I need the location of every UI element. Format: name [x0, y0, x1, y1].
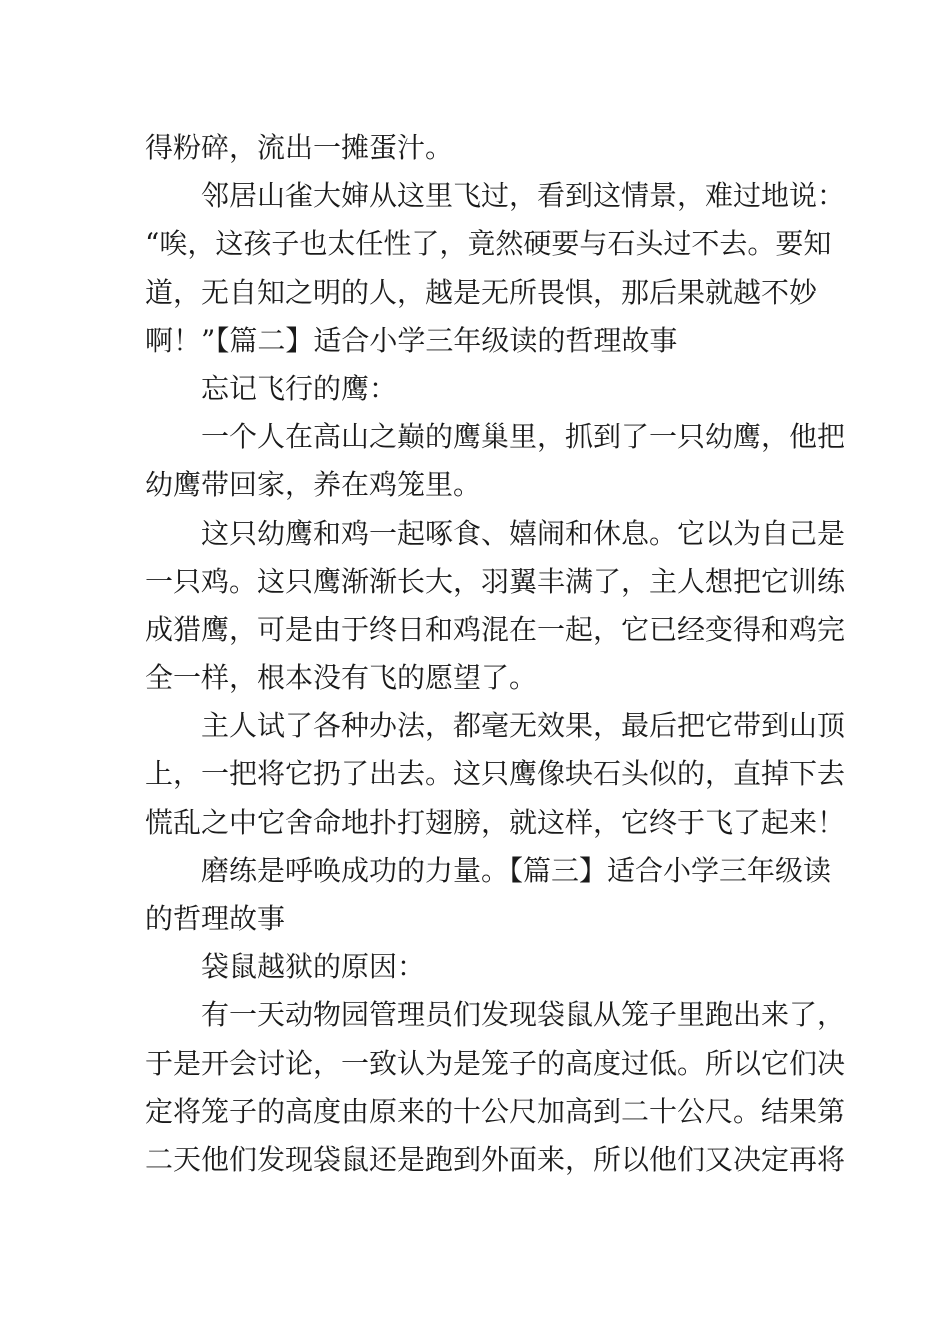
text-line: 一个人在高山之巅的鹰巢里，抓到了一只幼鹰，他把	[201, 420, 846, 454]
text-line: 一只鸡。这只鹰渐渐长大，羽翼丰满了，主人想把它训练	[145, 564, 846, 598]
document-body	[145, 124, 846, 1184]
text-line: 成猎鹰，可是由于终日和鸡混在一起，它已经变得和鸡完	[145, 612, 846, 646]
text-line: 邻居山雀大婶从这里飞过，看到这情景，难过地说：	[201, 179, 846, 213]
text-line: 忘记飞行的鹰：	[201, 371, 398, 405]
text-line: 二天他们发现袋鼠还是跑到外面来，所以他们又决定再将	[145, 1142, 846, 1176]
text-line: “唉，这孩子也太任性了，竟然硬要与石头过不去。要知	[145, 227, 832, 261]
text-line: 的哲理故事	[145, 902, 286, 935]
text-line: 得粉碎，流出一摊蛋汁。	[145, 131, 454, 164]
text-line: 道，无自知之明的人，越是无所畏惧，那后果就越不妙	[145, 275, 818, 309]
text-line: 这只幼鹰和鸡一起啄食、嬉闹和休息。它以为自己是	[201, 516, 846, 550]
text-line: 定将笼子的高度由原来的十公尺加高到二十公尺。结果第	[145, 1094, 846, 1128]
text-line: 袋鼠越狱的原因：	[201, 950, 426, 984]
text-line: 磨练是呼唤成功的力量。【篇三】适合小学三年级读	[201, 853, 832, 887]
text-line: 有一天动物园管理员们发现袋鼠从笼子里跑出来了，	[201, 998, 846, 1032]
text-line: 慌乱之中它舍命地扑打翅膀，就这样，它终于飞了起来！	[145, 805, 846, 839]
text-line: 幼鹰带回家，养在鸡笼里。	[145, 468, 482, 502]
text-line: 全一样，根本没有飞的愿望了。	[145, 661, 538, 695]
text-line: 于是开会讨论，一致认为是笼子的高度过低。所以它们决	[145, 1046, 846, 1080]
text-line: 上，一把将它扔了出去。这只鹰像块石头似的，直掉下去	[145, 757, 846, 791]
text-line: 主人试了各种办法，都毫无效果，最后把它带到山顶	[201, 709, 846, 743]
text-line: 啊！”【篇二】适合小学三年级读的哲理故事	[145, 323, 678, 357]
